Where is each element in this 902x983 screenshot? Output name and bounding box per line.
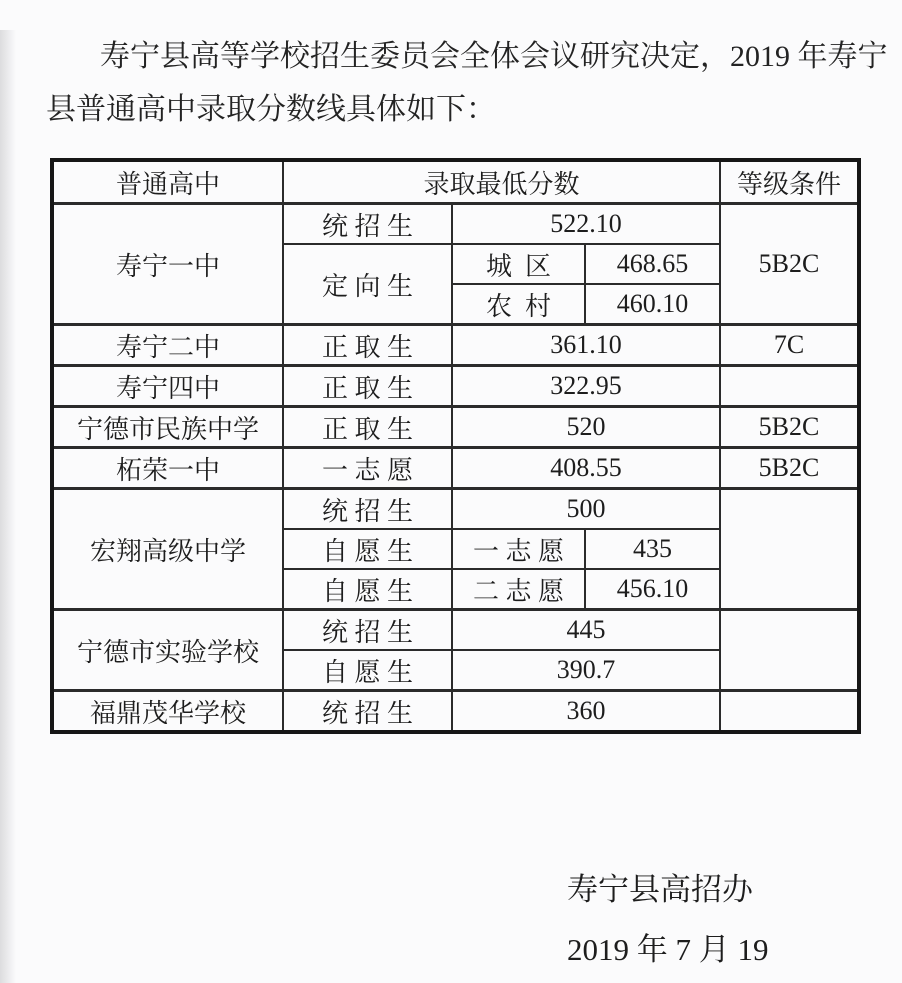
intro-line-1: 寿宁县高等学校招生委员会全体会议研究决定，2019 年寿宁: [100, 40, 888, 73]
header-min-score: 录取最低分数: [283, 160, 720, 204]
footer-date: 2019 年 7 月 19: [567, 932, 769, 967]
table-row: [52, 204, 859, 245]
grade-cell: 7C: [720, 325, 859, 366]
school-name-cell: 福鼎茂华学校: [52, 691, 283, 733]
school-name-cell: 寿宁四中: [52, 366, 283, 407]
table-row: [52, 610, 859, 651]
admission-type-cell: 正 取 生: [283, 325, 452, 366]
school-name-cell: 宏翔高级中学: [52, 489, 283, 610]
document-page: [0, 30, 902, 983]
score-cell: 456.10: [585, 569, 720, 610]
score-cell: 520: [452, 407, 720, 448]
score-cell: 460.10: [585, 284, 720, 325]
footer-signature: 寿宁县高招办: [567, 872, 753, 907]
score-cell: 390.7: [452, 650, 720, 691]
admission-type-cell: 一 志 愿: [283, 448, 452, 489]
admission-type-cell: 正 取 生: [283, 407, 452, 448]
grade-cell: [720, 366, 859, 407]
grade-cell: 5B2C: [720, 204, 859, 325]
scan-edge-shade: [0, 30, 16, 983]
admission-type-cell: 统 招 生: [283, 691, 452, 733]
admission-type-cell: 自 愿 生: [283, 529, 452, 569]
grade-cell: 5B2C: [720, 407, 859, 448]
grade-cell: 5B2C: [720, 448, 859, 489]
choice-label-cell: 一 志 愿: [452, 529, 585, 569]
grade-cell: [720, 691, 859, 733]
intro-line-2: 县普通高中录取分数线具体如下：: [46, 93, 496, 126]
region-label-cell: 城 区: [452, 244, 585, 284]
score-cell: 435: [585, 529, 720, 569]
table-header-row: [52, 160, 859, 204]
header-school: 普通高中: [52, 160, 283, 204]
admission-type-cell: 统 招 生: [283, 610, 452, 651]
school-name-cell: 寿宁一中: [52, 204, 283, 325]
admission-type-cell: 统 招 生: [283, 489, 452, 530]
score-cell: 500: [452, 489, 720, 530]
score-cell: 360: [452, 691, 720, 733]
score-cell: 522.10: [452, 204, 720, 245]
region-label-cell: 农 村: [452, 284, 585, 325]
table-row: [52, 407, 859, 448]
school-name-cell: 寿宁二中: [52, 325, 283, 366]
score-cell: 468.65: [585, 244, 720, 284]
choice-label-cell: 二 志 愿: [452, 569, 585, 610]
admission-type-cell: 自 愿 生: [283, 650, 452, 691]
admission-type-cell: 统 招 生: [283, 204, 452, 245]
admission-scores-table: [50, 158, 861, 734]
admission-type-cell: 自 愿 生: [283, 569, 452, 610]
school-name-cell: 柘荣一中: [52, 448, 283, 489]
score-cell: 445: [452, 610, 720, 651]
table-row: [52, 489, 859, 530]
grade-cell: [720, 489, 859, 610]
table-row: [52, 325, 859, 366]
table-row: [52, 366, 859, 407]
admission-type-cell: 定 向 生: [283, 244, 452, 325]
table-row: [52, 448, 859, 489]
table-row: [52, 691, 859, 733]
admission-type-cell: 正 取 生: [283, 366, 452, 407]
school-name-cell: 宁德市民族中学: [52, 407, 283, 448]
score-cell: 361.10: [452, 325, 720, 366]
score-cell: 408.55: [452, 448, 720, 489]
score-cell: 322.95: [452, 366, 720, 407]
intro-paragraph: [46, 30, 888, 136]
header-grade: 等级条件: [720, 160, 859, 204]
grade-cell: [720, 610, 859, 691]
school-name-cell: 宁德市实验学校: [52, 610, 283, 691]
